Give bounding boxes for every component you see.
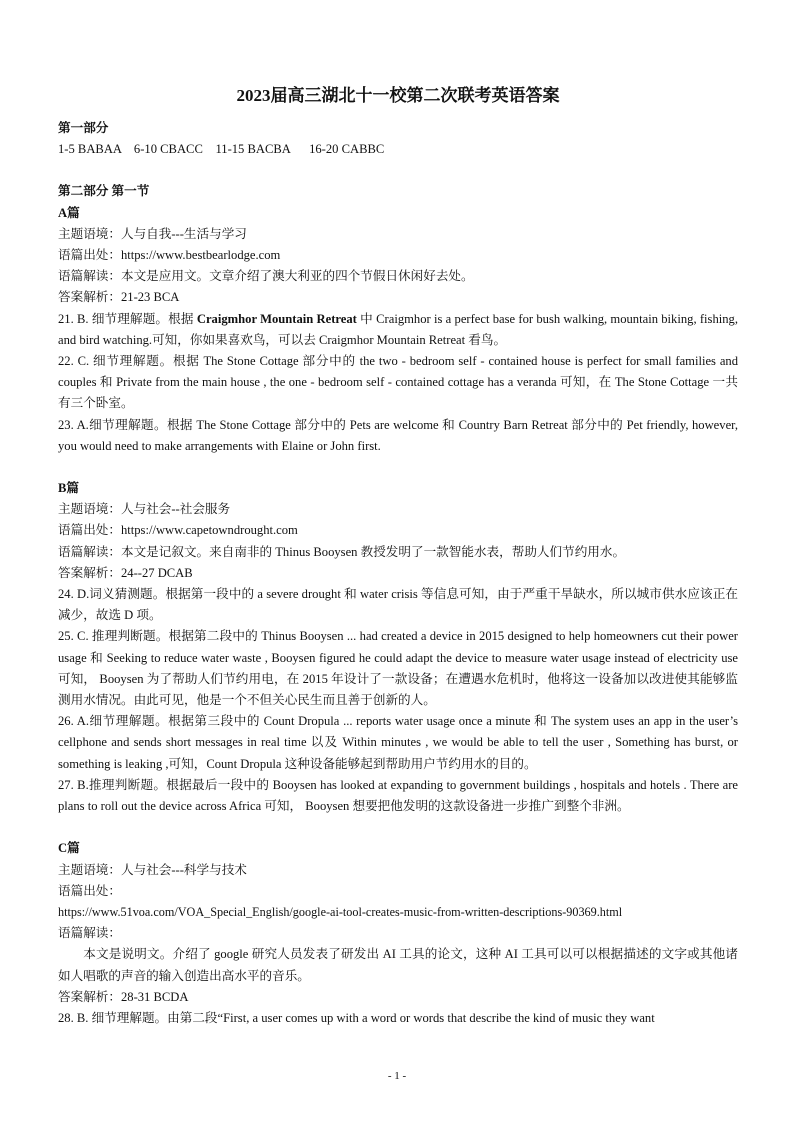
section-b-answers: 答案解析：24--27 DCAB [58,565,193,580]
part1-answers: 1-5 BABAA 6-10 CBACC 11-15 BACBA 16-20 CABBC [58,142,385,157]
section-a-theme: 主题语境：人与自我---生活与学习 [58,226,247,241]
question-26: 26. A.细节理解题。根据第三段中的 Count Dropula ... reports water usage once a minute 和 The system uses an app in the user’s cellphone and sends short messages in real time 以及 Within minutes , we would be able to tell the user , Something has burst, or something is leaking ,可知，Count Dropula 这种设备能够起到帮助用户节约用水的目的。 [58,714,738,771]
question-21-bold-term: Craigmhor Mountain Retreat [196,311,357,326]
section-a-heading: A篇 [58,205,80,220]
question-21 [58,309,738,351]
section-b-source: 语篇出处：https://www.capetowndrought.com [58,523,298,538]
question-21-body: 中 Craigmhor is a perfect base for bush walking, mountain biking, fishing, and bird watching.可知，你如果喜欢鸟，可以去 Craigmhor Mountain Retreat 看鸟。 [58,311,738,347]
section-c-source-url: https://www.51voa.com/VOA_Special_English/google-ai-tool-creates-music-from-written-descriptions-90369.html [58,904,623,919]
spacer [58,160,738,181]
section-a-source: 语篇出处：https://www.bestbearlodge.com [58,248,281,263]
section-b-reading: 语篇解读：本文是记叙文。来自南非的 Thinus Booysen 教授发明了一款智能水表，帮助人们节约用水。 [58,544,626,559]
question-22: 22. C. 细节理解题。根据 The Stone Cottage 部分中的 the two - bedroom self - contained house is perfect for small families and couples 和 Private from the main house , the one - bedroom self - contained cottage has a veranda 可知，在 The Stone Cottage 一共有三个卧室。 [58,354,738,411]
page-title: 2023届高三湖北十一校第二次联考英语答案 [236,86,560,105]
section-c-reading-label: 语篇解读： [58,926,121,941]
section-c-answers: 答案解析：28-31 BCDA [58,989,189,1004]
section-c-source-label: 语篇出处： [58,883,121,898]
answer-sheet-page [58,82,738,1029]
question-21-prefix: 21. B. 细节理解题。根据 [58,311,197,326]
section-a-answers: 答案解析：21-23 BCA [58,290,180,305]
section-b-theme: 主题语境：人与社会--社会服务 [58,502,231,517]
question-24: 24. D.词义猜测题。根据第一段中的 a severe drought 和 water crisis 等信息可知，由于严重干旱缺水，所以城市供水应该正在减少，故选 D 项。 [58,587,738,623]
spacer [58,457,738,478]
part2-heading: 第二部分 第一节 [58,184,150,199]
section-c-theme: 主题语境：人与社会---科学与技术 [58,862,247,877]
question-28: 28. B. 细节理解题。由第二段“First, a user comes up with a word or words that describe the kind of music they want [58,1010,655,1025]
section-a-reading: 语篇解读：本文是应用文。文章介绍了澳大利亚的四个节假日休闲好去处。 [58,269,474,284]
question-25: 25. C. 推理判断题。根据第二段中的 Thinus Booysen ... had created a device in 2015 designed to help homeowners cut their power usage 和 Seeking to reduce water waste , Booysen figured he could adapt the device to measure water usage instead of electricity use 可知， Booysen 为了帮助人们节约用电，在 2015 年设计了一款设备；在遭遇水危机时，他将这一设备加以改进使其能够监测用水情况。由此可见，他是一个不但关心民生而且善于创新的人。 [58,629,738,708]
section-b-heading: B篇 [58,481,79,496]
question-27: 27. B.推理判断题。根据最后一段中的 Booysen has looked at expanding to government buildings , hospitals and hotels . There are plans to roll out the device across Africa 可知， Booysen 想要把他发明的这款设备进一步推广到整个非洲。 [58,777,738,814]
question-23: 23. A.细节理解题。根据 The Stone Cottage 部分中的 Pets are welcome 和 Country Barn Retreat 部分中的 Pet friendly, however, you would need to make arrangements with Elaine or John first. [58,417,738,453]
page-number: - 1 - [387,1070,407,1082]
section-c-reading: 本文是说明文。介绍了 google 研究人员发表了研发出 AI 工具的论文，这种 AI 工具可以可以根据描述的文字或其他诸如人唱歌的声音的输入创造出高水平的音乐。 [58,947,738,983]
section-c-heading: C篇 [58,841,80,856]
part1-heading: 第一部分 [58,121,109,135]
spacer [58,817,738,838]
